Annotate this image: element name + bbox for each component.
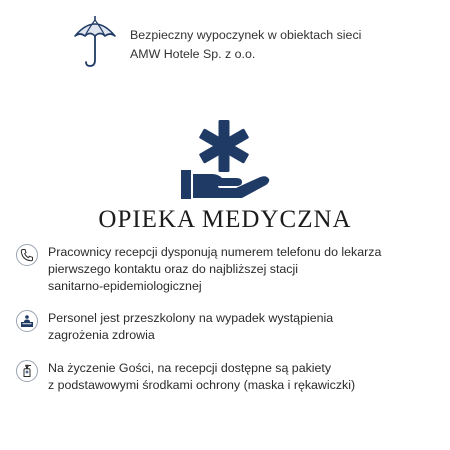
list-item-line: sanitarno-epidemiologicznej: [48, 279, 202, 293]
list-item-text: [48, 310, 333, 344]
list-item-line: Na życzenie Gości, na recepcji dostępne są pakiety: [48, 361, 332, 375]
list-item-line: Pracownicy recepcji dysponują numerem telefonu do lekarza: [48, 245, 382, 259]
header-line-2: AMW Hotele Sp. z o.o.: [130, 47, 256, 61]
header-text: [130, 26, 361, 64]
list-item-text: [48, 244, 381, 295]
sanitizer-bottle-icon: [16, 360, 38, 382]
header: [72, 14, 432, 74]
page-title: OPIEKA MEDYCZNA: [98, 206, 352, 233]
umbrella-icon: [72, 14, 118, 70]
phone-icon: [16, 244, 38, 266]
medical-star-hand-icon: [178, 116, 274, 202]
list-item-line: z podstawowymi środkami ochrony (maska i rękawiczki): [48, 378, 356, 392]
list-item-line: zagrożenia zdrowia: [48, 328, 155, 342]
reception-desk-icon: [16, 310, 38, 332]
list-item-line: Personel jest przeszkolony na wypadek wystąpienia: [48, 311, 334, 325]
list-item-text: [48, 360, 355, 394]
list-item-line: pierwszego kontaktu oraz do najbliższej stacji: [48, 262, 299, 276]
header-line-1: Bezpieczny wypoczynek w obiektach sieci: [130, 28, 362, 42]
